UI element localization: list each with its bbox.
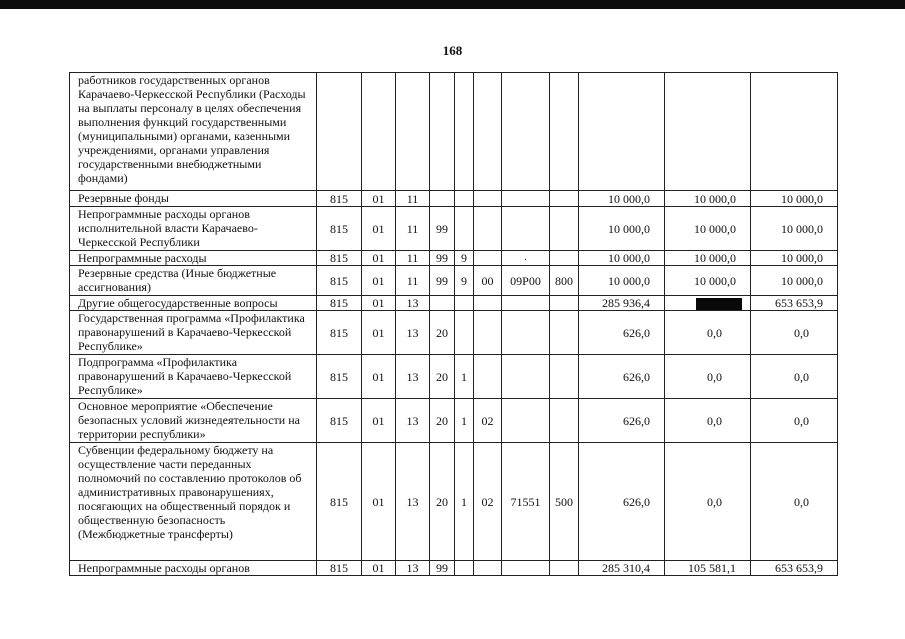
cell-rz: 01: [362, 266, 396, 296]
row-name: Основное мероприятие «Обеспечение безопасных условий жизнедеятельности на территории республики»: [70, 399, 317, 443]
cell-sum1: 626,0: [579, 355, 665, 399]
table-row: [70, 266, 838, 296]
cell-sum2: 10 000,0: [665, 207, 751, 251]
cell-cs1: [430, 191, 455, 207]
cell-cs4: 09Р00: [502, 266, 550, 296]
cell-ved: 815: [317, 251, 362, 266]
cell-ved: 815: [317, 561, 362, 576]
cell-ved: 815: [317, 443, 362, 561]
cell-cs1: [430, 296, 455, 311]
cell-cs2: 1: [455, 443, 474, 561]
cell-ved: 815: [317, 266, 362, 296]
row-name: Государственная программа «Профилактика правонарушений в Карачаево-Черкесской Республике»: [70, 311, 317, 355]
cell-pr: 13: [396, 311, 430, 355]
cell-cs4: 71551: [502, 443, 550, 561]
cell-rz: 01: [362, 311, 396, 355]
table-row: [70, 399, 838, 443]
cell-sum3: 10 000,0: [751, 191, 838, 207]
cell-rz: 01: [362, 251, 396, 266]
cell-sum3: 653 653,9: [751, 296, 838, 311]
row-name: Подпрограмма «Профилактика правонарушений в Карачаево-Черкесской Республике»: [70, 355, 317, 399]
redaction-mark: [696, 298, 742, 310]
cell-rz: 01: [362, 561, 396, 576]
cell-vr: [550, 561, 579, 576]
cell-sum3: 0,0: [751, 443, 838, 561]
cell-cs4: .: [502, 251, 550, 266]
cell-cs3: 02: [474, 399, 502, 443]
cell-vr: [550, 311, 579, 355]
cell-cs3: 02: [474, 443, 502, 561]
table-row: [70, 443, 838, 561]
cell-sum1: 626,0: [579, 443, 665, 561]
cell-sum2: 105 581,1: [665, 561, 751, 576]
cell-cs1: 20: [430, 399, 455, 443]
page-number: 168: [442, 43, 463, 58]
cell-cs4: [502, 355, 550, 399]
table-row: [70, 251, 838, 266]
cell-sum3: 10 000,0: [751, 266, 838, 296]
row-name: Непрограммные расходы органов: [70, 561, 317, 576]
cell-pr: [396, 73, 430, 191]
cell-cs3: [474, 251, 502, 266]
budget-table: [69, 72, 838, 576]
cell-sum1: [579, 73, 665, 191]
cell-ved: 815: [317, 191, 362, 207]
cell-ved: [317, 73, 362, 191]
cell-cs3: [474, 355, 502, 399]
row-name: Резервные средства (Иные бюджетные ассигнования): [70, 266, 317, 296]
cell-vr: [550, 191, 579, 207]
cell-sum1: 626,0: [579, 399, 665, 443]
cell-cs1: 99: [430, 266, 455, 296]
cell-cs1: 99: [430, 251, 455, 266]
cell-sum3: [751, 73, 838, 191]
cell-cs4: [502, 207, 550, 251]
cell-sum3: 653 653,9: [751, 561, 838, 576]
cell-cs1: 20: [430, 355, 455, 399]
cell-sum2: 0,0: [665, 399, 751, 443]
cell-sum3: 0,0: [751, 355, 838, 399]
cell-ved: 815: [317, 399, 362, 443]
cell-sum3: 10 000,0: [751, 207, 838, 251]
cell-rz: 01: [362, 399, 396, 443]
cell-vr: 800: [550, 266, 579, 296]
cell-rz: 01: [362, 207, 396, 251]
cell-cs1: [430, 73, 455, 191]
cell-pr: 13: [396, 443, 430, 561]
cell-cs4: [502, 73, 550, 191]
cell-cs2: 1: [455, 399, 474, 443]
row-name: работников государственных органов Карачаево-Черкесской Республики (Расходы на выплаты персоналу в целях обеспечения выполнения функций государственными (муниципальными) органами, казенными учреждениями, органами управления государственными внебюджетными фондами): [70, 73, 317, 191]
cell-sum2: 0,0: [665, 311, 751, 355]
cell-cs1: 99: [430, 207, 455, 251]
cell-sum2: 10 000,0: [665, 251, 751, 266]
cell-vr: [550, 355, 579, 399]
cell-cs3: [474, 191, 502, 207]
table-row: [70, 311, 838, 355]
cell-cs2: 9: [455, 266, 474, 296]
table-row: [70, 296, 838, 311]
cell-cs3: [474, 207, 502, 251]
cell-vr: [550, 207, 579, 251]
cell-cs1: 20: [430, 443, 455, 561]
cell-cs4: [502, 561, 550, 576]
cell-cs3: 00: [474, 266, 502, 296]
cell-cs2: 9: [455, 251, 474, 266]
cell-pr: 11: [396, 207, 430, 251]
cell-cs2: [455, 207, 474, 251]
cell-sum1: 10 000,0: [579, 191, 665, 207]
cell-ved: 815: [317, 296, 362, 311]
table-row: [70, 207, 838, 251]
row-name: Непрограммные расходы: [70, 251, 317, 266]
cell-cs2: [455, 73, 474, 191]
row-name: Другие общегосударственные вопросы: [70, 296, 317, 311]
cell-rz: 01: [362, 355, 396, 399]
cell-sum2: 10 000,0: [665, 191, 751, 207]
cell-sum2: 0,0: [665, 355, 751, 399]
cell-pr: 13: [396, 561, 430, 576]
cell-cs3: [474, 73, 502, 191]
cell-sum2: 10 000,0: [665, 266, 751, 296]
table-row: [70, 73, 838, 191]
cell-cs3: [474, 311, 502, 355]
cell-vr: [550, 251, 579, 266]
row-name: Резервные фонды: [70, 191, 317, 207]
cell-cs4: [502, 296, 550, 311]
row-name: Субвенции федеральному бюджету на осуществление части переданных полномочий по составлению протоколов об административных правонарушениях, посягающих на общественный порядок и общественную безопасность (Межбюджетные трансферты): [70, 443, 317, 561]
cell-ved: 815: [317, 207, 362, 251]
cell-cs4: [502, 191, 550, 207]
cell-rz: 01: [362, 443, 396, 561]
cell-vr: 500: [550, 443, 579, 561]
cell-cs3: [474, 296, 502, 311]
cell-sum3: 0,0: [751, 399, 838, 443]
table-row: [70, 355, 838, 399]
cell-cs1: 20: [430, 311, 455, 355]
row-name: Непрограммные расходы органов исполнительной власти Карачаево-Черкесской Республики: [70, 207, 317, 251]
cell-cs3: [474, 561, 502, 576]
cell-pr: 11: [396, 266, 430, 296]
cell-ved: 815: [317, 355, 362, 399]
cell-sum1: 10 000,0: [579, 266, 665, 296]
cell-pr: 13: [396, 399, 430, 443]
cell-cs2: [455, 561, 474, 576]
cell-vr: [550, 399, 579, 443]
cell-sum3: 10 000,0: [751, 251, 838, 266]
table-row: [70, 191, 838, 207]
cell-sum3: 0,0: [751, 311, 838, 355]
cell-ved: 815: [317, 311, 362, 355]
cell-cs2: [455, 191, 474, 207]
cell-vr: [550, 73, 579, 191]
cell-vr: [550, 296, 579, 311]
cell-cs2: 1: [455, 355, 474, 399]
cell-pr: 13: [396, 296, 430, 311]
cell-cs2: [455, 311, 474, 355]
cell-cs4: [502, 399, 550, 443]
cell-cs2: [455, 296, 474, 311]
cell-sum1: 10 000,0: [579, 251, 665, 266]
cell-rz: [362, 73, 396, 191]
cell-sum1: 285 310,4: [579, 561, 665, 576]
table-row: [70, 561, 838, 576]
cell-pr: 11: [396, 251, 430, 266]
cell-cs4: [502, 311, 550, 355]
cell-sum2: 0,0: [665, 443, 751, 561]
cell-sum2-redacted: [665, 296, 751, 311]
scan-top-border: [0, 0, 905, 9]
cell-cs1: 99: [430, 561, 455, 576]
cell-sum2: [665, 73, 751, 191]
cell-rz: 01: [362, 191, 396, 207]
cell-pr: 13: [396, 355, 430, 399]
cell-pr: 11: [396, 191, 430, 207]
cell-sum1: 626,0: [579, 311, 665, 355]
cell-sum1: 10 000,0: [579, 207, 665, 251]
cell-rz: 01: [362, 296, 396, 311]
cell-sum1: 285 936,4: [579, 296, 665, 311]
